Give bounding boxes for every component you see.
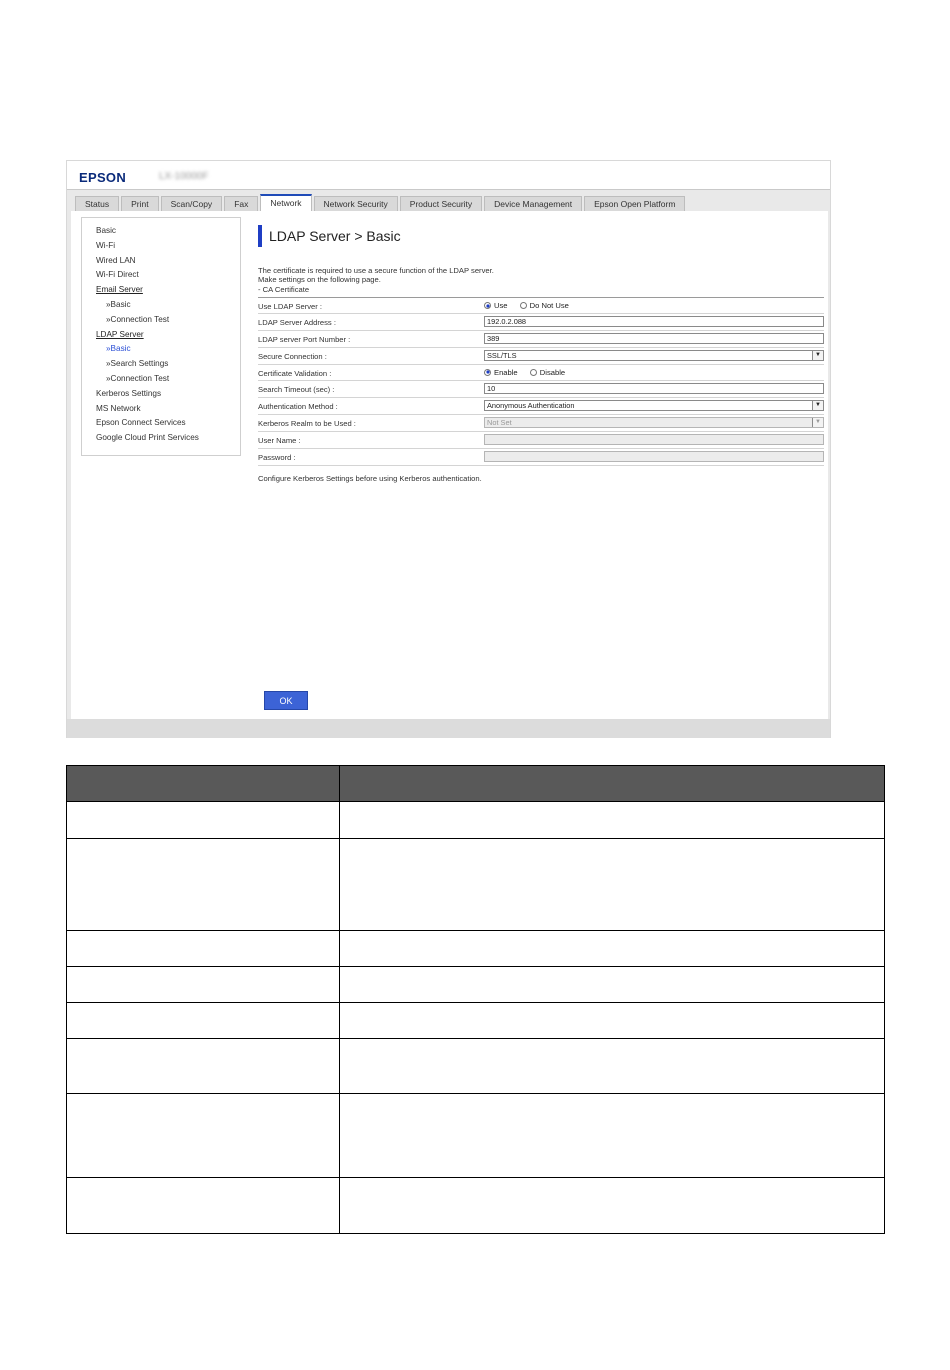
row-kerberos-realm [258, 415, 824, 432]
enable-radio[interactable]: Enable [484, 367, 518, 378]
radio-unchecked-icon [530, 369, 537, 376]
tab-network-security[interactable]: Network Security [314, 196, 398, 212]
sidebar-item-ldap-connection-test[interactable]: »Connection Test [106, 373, 170, 383]
sidebar-item-ldap-search-settings[interactable]: »Search Settings [106, 359, 169, 369]
field-label: Password : [258, 453, 296, 463]
tab-scan-copy[interactable]: Scan/Copy [161, 196, 223, 212]
settings-description-table [66, 765, 885, 1234]
brand-logo: EPSON [79, 170, 127, 185]
table-header-cell [67, 766, 340, 802]
field-label: Secure Connection : [258, 351, 327, 361]
sidebar-item-email-connection-test[interactable]: »Connection Test [106, 314, 170, 324]
field-label: Search Timeout (sec) : [258, 385, 335, 395]
table-row [67, 931, 885, 967]
authentication-method-select[interactable]: Anonymous Authentication ▼ [484, 400, 824, 411]
tab-status[interactable]: Status [75, 196, 119, 212]
chevron-down-icon: ▼ [812, 418, 823, 427]
kerberos-footnote: Configure Kerberos Settings before using Kerberos authentication. [258, 474, 482, 483]
row-ldap-port [258, 331, 824, 348]
field-label: User Name : [258, 436, 301, 446]
row-search-timeout [258, 381, 824, 398]
tab-print[interactable]: Print [121, 196, 158, 212]
field-label: LDAP server Port Number : [258, 334, 351, 344]
row-user-name [258, 432, 824, 449]
ldap-form [258, 297, 824, 466]
table-row [67, 1003, 885, 1039]
sidebar [81, 217, 241, 456]
note-line: Make settings on the following page. [258, 275, 381, 285]
ldap-address-input[interactable]: 192.0.2.088 [484, 316, 824, 327]
sidebar-item-ms-network[interactable]: MS Network [96, 403, 141, 413]
disable-radio[interactable]: Disable [530, 367, 565, 378]
row-ldap-address [258, 314, 824, 331]
search-timeout-input[interactable]: 10 [484, 383, 824, 394]
table-row [67, 1094, 885, 1178]
sidebar-item-ldap-server[interactable]: LDAP Server [96, 329, 144, 339]
chevron-down-icon: ▼ [812, 351, 823, 360]
table-header-cell [340, 766, 885, 802]
sidebar-item-wifi[interactable]: Wi-Fi [96, 240, 116, 250]
table-row [67, 1039, 885, 1094]
radio-checked-icon [484, 302, 491, 309]
table-row [67, 967, 885, 1003]
row-use-ldap [258, 297, 824, 314]
tab-epson-open-platform[interactable]: Epson Open Platform [584, 196, 685, 212]
field-label: Certificate Validation : [258, 368, 332, 378]
field-label: Use LDAP Server : [258, 302, 323, 311]
ok-button[interactable]: OK [264, 691, 308, 710]
secure-connection-select[interactable]: SSL/TLS ▼ [484, 350, 824, 361]
row-certificate-validation [258, 365, 824, 382]
field-label: Kerberos Realm to be Used : [258, 419, 356, 429]
table-row [67, 839, 885, 931]
password-input[interactable] [484, 451, 824, 462]
user-name-input[interactable] [484, 434, 824, 445]
kerberos-realm-select[interactable]: Not Set ▼ [484, 417, 824, 428]
chevron-down-icon: ▼ [812, 401, 823, 410]
field-label: Authentication Method : [258, 402, 338, 412]
browser-screenshot [66, 160, 831, 738]
sidebar-item-epson-connect[interactable]: Epson Connect Services [96, 418, 186, 428]
model-name: LX-10000F [159, 171, 209, 182]
sidebar-item-wifi-direct[interactable]: Wi-Fi Direct [96, 270, 139, 280]
sidebar-item-basic[interactable]: Basic [96, 226, 117, 235]
do-not-use-radio[interactable]: Do Not Use [520, 300, 569, 311]
table-row [67, 802, 885, 839]
certificate-note [258, 266, 494, 294]
sidebar-item-email-basic[interactable]: »Basic [106, 299, 131, 309]
table-row [67, 1178, 885, 1234]
tab-product-security[interactable]: Product Security [400, 196, 482, 212]
field-label: LDAP Server Address : [258, 317, 336, 327]
tab-fax[interactable]: Fax [224, 196, 258, 212]
sidebar-item-ldap-basic[interactable]: »Basic [106, 344, 131, 354]
title-accent-bar [258, 225, 262, 247]
radio-unchecked-icon [520, 302, 527, 309]
sidebar-item-wired-lan[interactable]: Wired LAN [96, 255, 136, 265]
top-tabs [75, 196, 687, 212]
content-panel [71, 211, 828, 719]
ca-certificate-link[interactable]: - CA Certificate [258, 284, 310, 294]
header-bar [67, 161, 830, 190]
table-header-row [67, 766, 885, 802]
row-secure-connection [258, 348, 824, 365]
sidebar-item-email-server[interactable]: Email Server [96, 285, 143, 295]
row-password [258, 449, 824, 466]
tab-device-management[interactable]: Device Management [484, 196, 582, 212]
use-radio[interactable]: Use [484, 300, 508, 311]
tab-network[interactable]: Network [260, 194, 311, 212]
row-authentication-method [258, 398, 824, 415]
ldap-port-input[interactable]: 389 [484, 333, 824, 344]
sidebar-item-google-cloud-print[interactable]: Google Cloud Print Services [96, 433, 199, 443]
page-title: LDAP Server > Basic [269, 228, 401, 244]
radio-checked-icon [484, 369, 491, 376]
sidebar-item-kerberos-settings[interactable]: Kerberos Settings [96, 388, 162, 398]
footer-bar [67, 719, 830, 738]
note-line: The certificate is required to use a secure function of the LDAP server. [258, 266, 494, 275]
